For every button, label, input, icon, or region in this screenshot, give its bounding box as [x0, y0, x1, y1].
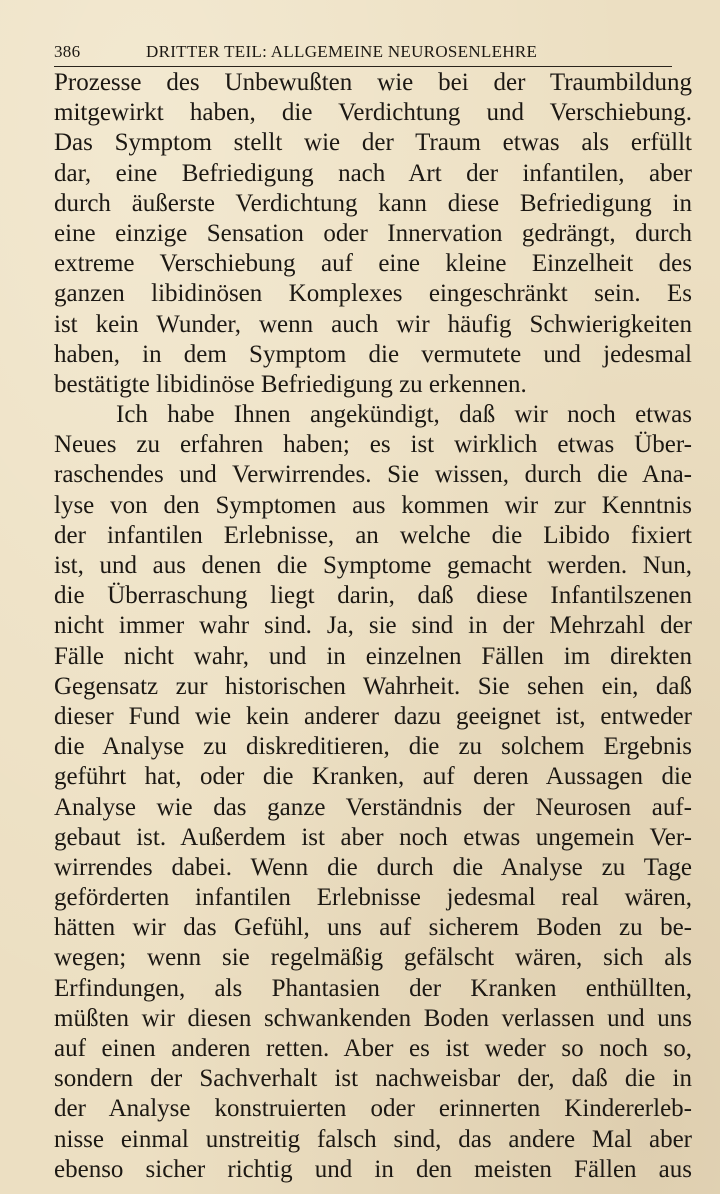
text-line: sondern der Sachverhalt ist nachweisbar der, daß die in — [54, 1065, 692, 1093]
text-line: Erfindungen, als Phantasien der Kranken enthüllten, — [54, 974, 692, 1002]
text-line: die Überraschung liegt darin, daß diese Infantilszenen — [54, 582, 692, 610]
text-line: eine einzige Sensation oder Innervation gedrängt, durch — [54, 219, 692, 247]
paragraph — [54, 400, 692, 1185]
text-line: die Analyse zu diskreditieren, die zu solchem Ergebnis — [54, 733, 692, 761]
paragraph — [54, 68, 692, 400]
text-line: raschendes und Verwirrendes. Sie wissen, durch die Ana- — [54, 461, 692, 489]
running-head: DRITTER TEIL: ALLGEMEINE NEUROSENLEHRE — [146, 42, 538, 61]
text-line: der Analyse konstruierten oder erinnerten Kindererleb- — [54, 1095, 692, 1123]
text-line: wirrendes dabei. Wenn die durch die Analyse zu Tage — [54, 853, 692, 881]
page-number: 386 — [54, 42, 81, 61]
text-line: mitgewirkt haben, die Verdichtung und Verschiebung. — [54, 99, 692, 127]
text-line: nisse einmal unstreitig falsch sind, das andere Mal aber — [54, 1125, 692, 1153]
body-text — [54, 68, 692, 1185]
text-line: Gegensatz zur historischen Wahrheit. Sie sehen ein, daß — [54, 672, 692, 700]
text-line: extreme Verschiebung auf eine kleine Einzelheit des — [54, 250, 692, 278]
page-header — [54, 40, 672, 67]
text-line: gebaut ist. Außerdem ist aber noch etwas ungemein Ver- — [54, 823, 692, 851]
text-line: durch äußerste Verdichtung kann diese Befriedigung in — [54, 189, 692, 217]
text-line: ist kein Wunder, wenn auch wir häufig Schwierigkeiten — [54, 310, 692, 338]
text-line: haben, in dem Symptom die vermutete und jedesmal — [54, 340, 692, 368]
text-line: Neues zu erfahren haben; es ist wirklich etwas Über- — [54, 431, 692, 459]
text-line: Fälle nicht wahr, und in einzelnen Fällen im direkten — [54, 642, 692, 670]
text-line: wegen; wenn sie regelmäßig gefälscht wären, sich als — [54, 944, 692, 972]
text-line: Das Symptom stellt wie der Traum etwas als erfüllt — [54, 129, 692, 157]
text-line: Ich habe Ihnen angekündigt, daß wir noch etwas — [116, 401, 692, 429]
text-line: ebenso sicher richtig und in den meisten Fällen aus — [54, 1155, 692, 1183]
text-line: dar, eine Befriedigung nach Art der infantilen, aber — [54, 159, 692, 187]
text-line: der infantilen Erlebnisse, an welche die Libido fixiert — [54, 521, 692, 549]
text-line: geführt hat, oder die Kranken, auf deren Aussagen die — [54, 763, 692, 791]
text-line: ganzen libidinösen Komplexes eingeschränkt sein. Es — [54, 280, 692, 308]
text-line: auf einen anderen retten. Aber es ist weder so noch so, — [54, 1035, 692, 1062]
text-line: Analyse wie das ganze Verständnis der Neurosen auf- — [54, 793, 692, 821]
text-line: Prozesse des Unbewußten wie bei der Traumbildung — [54, 69, 692, 96]
text-line: müßten wir diesen schwankenden Boden verlassen und uns — [54, 1004, 692, 1032]
text-line: lyse von den Symptomen aus kommen wir zur Kenntnis — [54, 491, 692, 519]
text-line: ist, und aus denen die Symptome gemacht werden. Nun, — [54, 552, 692, 579]
text-line: dieser Fund wie kein anderer dazu geeignet ist, entweder — [54, 702, 692, 730]
text-line: nicht immer wahr sind. Ja, sie sind in der Mehrzahl der — [54, 612, 692, 640]
text-line: geförderten infantilen Erlebnisse jedesmal real wären, — [54, 884, 692, 912]
text-line: hätten wir das Gefühl, uns auf sicherem Boden zu be- — [54, 914, 692, 942]
text-line: bestätigte libidinöse Befriedigung zu erkennen. — [54, 370, 527, 398]
